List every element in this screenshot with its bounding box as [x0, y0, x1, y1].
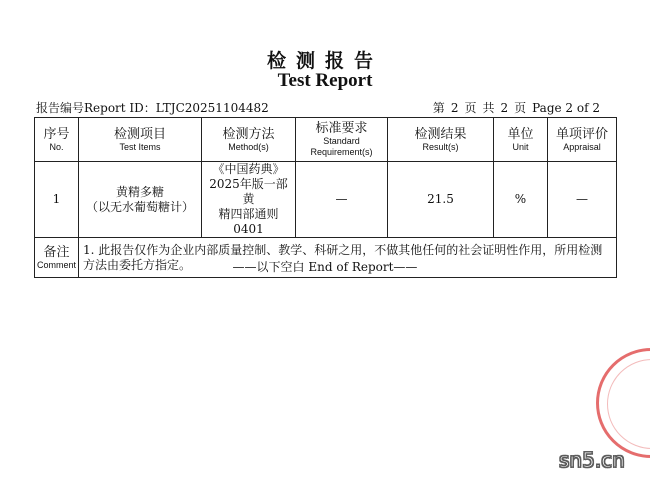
col-header-method: 检测方法 Method(s) [202, 118, 296, 162]
cell-no: 1 [35, 162, 79, 238]
report-id-value: LTJC20251104482 [155, 101, 269, 115]
company-seal [596, 348, 650, 458]
col-header-unit: 单位 Unit [494, 118, 548, 162]
page-number [433, 99, 600, 116]
comment-label: 备注 Comment [35, 238, 79, 278]
seal-inner-ring [607, 359, 650, 449]
site-watermark: sn5.cn [559, 448, 625, 472]
report-title-en: Test Report [277, 70, 373, 91]
page-part: 2 [450, 101, 459, 115]
col-header-result: 检测结果 Result(s) [388, 118, 494, 162]
cell-result: 21.5 [388, 162, 494, 238]
page-part: 共 [482, 101, 495, 115]
page-part: 页 [514, 101, 527, 115]
page-part-en: Page 2 of 2 [532, 101, 600, 115]
col-header-no: 序号 No. [35, 118, 79, 162]
end-of-report: ——以下空白 End of Report—— [232, 260, 418, 274]
results-table [34, 117, 617, 278]
page-part: 页 [464, 101, 477, 115]
col-header-appraisal: 单项评价 Appraisal [548, 118, 617, 162]
comment-text: 1. 此报告仅作为企业内部质量控制、教学、科研之用，不做其他任何的社会证明性作用，所用检测方法由委托方指定。 [79, 238, 617, 278]
cell-method: 《中国药典》 2025年版一部黄 精四部通则0401 [202, 162, 296, 238]
table-row [35, 162, 617, 238]
col-header-test-items: 检测项目 Test Items [79, 118, 202, 162]
cell-unit: % [494, 162, 548, 238]
report-id-label: 报告编号Report ID： [36, 101, 156, 115]
page-part: 第 [432, 101, 445, 115]
page-part: 2 [500, 101, 509, 115]
cell-appraisal: — [548, 162, 617, 238]
col-header-requirement: 标准要求 Standard Requirement(s) [296, 118, 388, 162]
cell-test-item: 黄精多糖 （以无水葡萄糖计） [79, 162, 202, 238]
table-header-row [35, 118, 617, 162]
cell-requirement: — [296, 162, 388, 238]
report-title-cn: 检测报告 [266, 50, 383, 72]
report-id [36, 99, 269, 116]
